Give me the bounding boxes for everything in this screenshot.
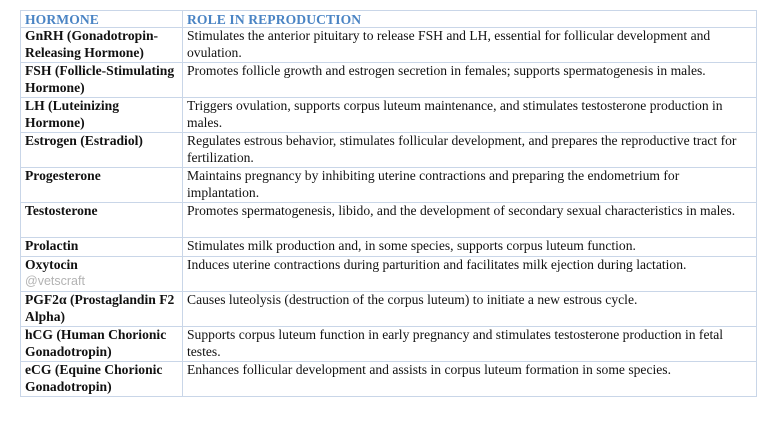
hormone-cell: LH (Luteinizing Hormone) xyxy=(21,98,183,133)
table-row xyxy=(21,28,757,63)
role-cell: Induces uterine contractions during parturition and facilitates milk ejection during lactation. xyxy=(183,257,757,292)
column-header-hormone: HORMONE xyxy=(21,11,183,28)
hormone-table xyxy=(20,10,757,397)
role-cell: Triggers ovulation, supports corpus luteum maintenance, and stimulates testosterone production in males. xyxy=(183,98,757,133)
role-cell: Promotes follicle growth and estrogen secretion in females; supports spermatogenesis in males. xyxy=(183,63,757,98)
table-row xyxy=(21,362,757,397)
table-row xyxy=(21,327,757,362)
hormone-cell: Prolactin xyxy=(21,238,183,257)
role-cell: Enhances follicular development and assists in corpus luteum formation in some species. xyxy=(183,362,757,397)
column-header-role: ROLE IN REPRODUCTION xyxy=(183,11,757,28)
role-cell: Causes luteolysis (destruction of the corpus luteum) to initiate a new estrous cycle. xyxy=(183,292,757,327)
table-header-row xyxy=(21,11,757,28)
table-row xyxy=(21,133,757,168)
table-row xyxy=(21,292,757,327)
hormone-cell: GnRH (Gonadotropin-Releasing Hormone) xyxy=(21,28,183,63)
role-cell: Supports corpus luteum function in early pregnancy and stimulates testosterone production in fetal testes. xyxy=(183,327,757,362)
table-row xyxy=(21,257,757,292)
table-row xyxy=(21,238,757,257)
table-row xyxy=(21,168,757,203)
hormone-cell: PGF2α (Prostaglandin F2 Alpha) xyxy=(21,292,183,327)
hormone-cell: eCG (Equine Chorionic Gonadotropin) xyxy=(21,362,183,397)
hormone-cell-with-watermark xyxy=(21,257,183,292)
hormone-cell: Estrogen (Estradiol) xyxy=(21,133,183,168)
role-cell: Stimulates the anterior pituitary to release FSH and LH, essential for follicular development and ovulation. xyxy=(183,28,757,63)
hormone-name: Oxytocin xyxy=(25,257,78,272)
table-row xyxy=(21,98,757,133)
table-row xyxy=(21,203,757,238)
hormone-cell: FSH (Follicle-Stimulating Hormone) xyxy=(21,63,183,98)
hormone-cell: hCG (Human Chorionic Gonadotropin) xyxy=(21,327,183,362)
hormone-cell: Testosterone xyxy=(21,203,183,238)
role-cell: Promotes spermatogenesis, libido, and the development of secondary sexual characteristics in males. xyxy=(183,203,757,238)
watermark-text: @vetscraft xyxy=(25,273,85,288)
hormone-cell: Progesterone xyxy=(21,168,183,203)
role-cell: Stimulates milk production and, in some species, supports corpus luteum function. xyxy=(183,238,757,257)
role-cell: Maintains pregnancy by inhibiting uterine contractions and preparing the endometrium for implantation. xyxy=(183,168,757,203)
table-row xyxy=(21,63,757,98)
role-cell: Regulates estrous behavior, stimulates follicular development, and prepares the reproductive tract for fertilization. xyxy=(183,133,757,168)
